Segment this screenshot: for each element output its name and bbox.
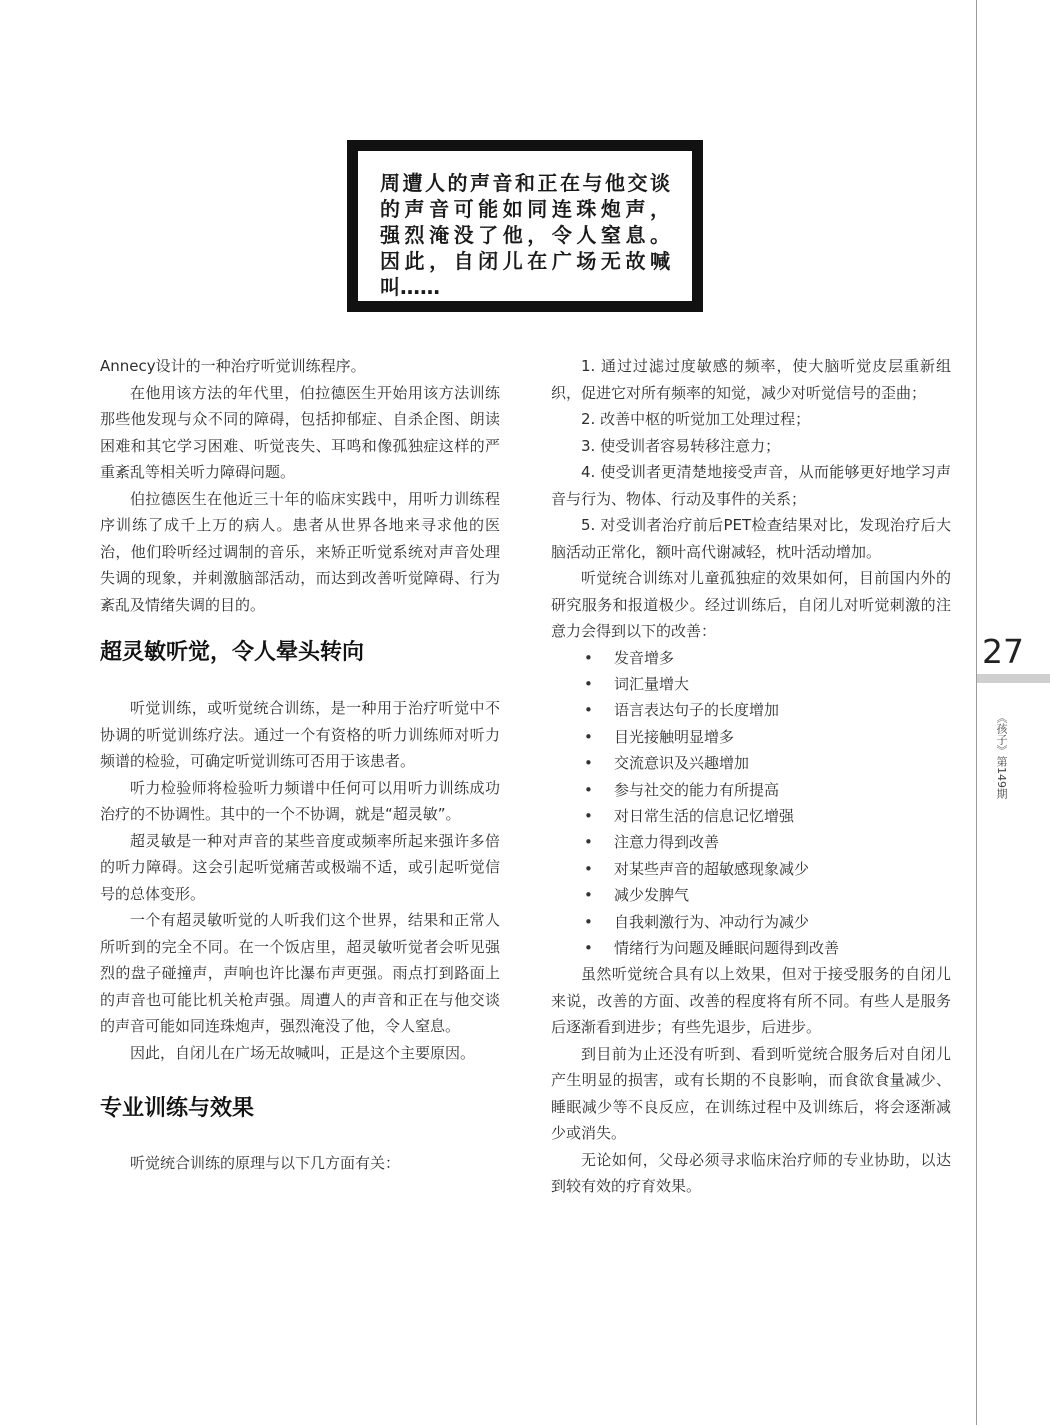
body-paragraph: 超灵敏是一种对声音的某些音度或频率所起来强许多倍的听力障碍。这会引起听觉痛苦或极端不适，或引起听觉信号的总体变形。 (100, 831, 500, 903)
left-column (100, 353, 500, 1177)
pull-quote-line: 的声音可能如同连珠炮声， (380, 197, 670, 221)
body-paragraph: 听觉统合训练对儿童孤独症的效果如何，目前国内外的研究服务和报道极少。经过训练后，自闭儿对听觉刺激的注意力会得到以下的改善： (551, 569, 951, 640)
section-heading-training-effects: 专业训练与效果 (100, 1096, 255, 1121)
list-item: • 情绪行为问题及睡眠问题得到改善 (551, 935, 951, 961)
list-item: • 自我刺激行为、冲动行为减少 (551, 909, 951, 935)
list-item: • 注意力得到改善 (551, 829, 951, 855)
pull-quote-line: 强烈淹没了他，令人窒息。 (380, 223, 670, 247)
list-item: • 对日常生活的信息记忆增强 (551, 803, 951, 829)
list-item: • 交流意识及兴趣增加 (551, 750, 951, 776)
list-item: • 词汇量增大 (551, 671, 951, 697)
pull-quote-box (347, 140, 703, 312)
body-paragraph: 虽然听觉统合具有以上效果，但对于接受服务的自闭儿来说，改善的方面、改善的程度将有所不同。有些人是服务后逐渐看到进步；有些先退步，后进步。 (551, 965, 951, 1037)
body-paragraph: 一个有超灵敏听觉的人听我们这个世界，结果和正常人所听到的完全不同。在一个饭店里，超灵敏听觉者会听见强烈的盘子碰撞声，声响也许比瀑布声更强。雨点打到路面上的声音也可能比机关枪声强。周遭人的声音和正在与他交谈的声音可能如同连珠炮声，强烈淹没了他，令人窒息。 (100, 911, 500, 1035)
numbered-item: 3. 使受训者容易转移注意力； (581, 436, 781, 455)
pull-quote-line: 叫…… (380, 275, 440, 299)
improvement-list (551, 645, 951, 962)
body-paragraph: 因此，自闭儿在广场无故喊叫，正是这个主要原因。 (130, 1043, 476, 1062)
list-item: • 目光接触明显增多 (551, 724, 951, 750)
list-item: • 参与社交的能力有所提高 (551, 777, 951, 803)
pull-quote-line: 周遭人的声音和正在与他交谈 (380, 171, 670, 195)
body-paragraph: 无论如何，父母必须寻求临床治疗师的专业协助，以达到较有效的疗育效果。 (551, 1150, 951, 1196)
page-number: 27 (982, 632, 1024, 671)
list-item: • 减少发脾气 (551, 882, 951, 908)
right-column (551, 353, 951, 1200)
numbered-item: 4. 使受训者更清楚地接受声音，从而能够更好地学习声音与行为、物体、行动及事件的关系； (551, 463, 951, 508)
list-item: • 发音增多 (551, 645, 951, 671)
section-heading-hypersensitive-hearing: 超灵敏听觉，令人晕头转向 (100, 640, 365, 665)
numbered-item: 2. 改善中枢的听觉加工处理过程； (581, 410, 811, 428)
pull-quote-inner (358, 151, 692, 301)
numbered-item: 5. 对受训者治疗前后PET检查结果对比，发现治疗后大脑活动正常化，额叶高代谢减轻，枕叶活动增加。 (551, 516, 951, 561)
body-paragraph: 听力检验师将检验听力频谱中任何可以用听力训练成功治疗的不协调性。其中的一个不协调，就是“超灵敏”。 (100, 778, 500, 823)
page-tab-bar (977, 674, 1050, 683)
list-item: • 语言表达句子的长度增加 (551, 697, 951, 723)
numbered-item: 1. 通过过滤过度敏感的频率，使大脑听觉皮层重新组织，促进它对所有频率的知觉，减少对听觉信号的歪曲； (551, 357, 951, 402)
body-paragraph: 听觉统合训练的原理与以下几方面有关： (130, 1154, 401, 1172)
page-edge-line (976, 0, 977, 1425)
body-paragraph: 在他用该方法的年代里，伯拉德医生开始用该方法训练那些他发现与众不同的障碍，包括抑郁症、自杀企图、朗读困难和其它学习困难、听觉丧失、耳鸣和像孤独症这样的严重紊乱等相关听力障碍问题。 (100, 383, 500, 481)
intro-paragraph: Annecy设计的一种治疗听觉训练程序。 (100, 357, 366, 375)
journal-issue-label: 《孩子》第149期 (995, 712, 1008, 799)
pull-quote-line: 因此，自闭儿在广场无故喊 (380, 249, 670, 273)
list-item: • 对某些声音的超敏感现象减少 (551, 856, 951, 882)
body-paragraph: 伯拉德医生在他近三十年的临床实践中，用听力训练程序训练了成千上万的病人。患者从世界各地来寻求他的医治，他们聆听经过调制的音乐，来矫正听觉系统对声音处理失调的现象，并刺激脑部活动，而达到改善听觉障碍、行为紊乱及情绪失调的目的。 (100, 489, 500, 614)
body-paragraph: 到目前为止还没有听到、看到听觉统合服务后对自闭儿产生明显的损害，或有长期的不良影响，而食欲食量减少、睡眠减少等不良反应，在训练过程中及训练后，将会逐渐减少或消失。 (551, 1044, 951, 1143)
body-paragraph: 听觉训练，或听觉统合训练，是一种用于治疗听觉中不协调的听觉训练疗法。通过一个有资格的听力训练师对听力频谱的检验，可确定听觉训练可否用于该患者。 (100, 699, 500, 770)
